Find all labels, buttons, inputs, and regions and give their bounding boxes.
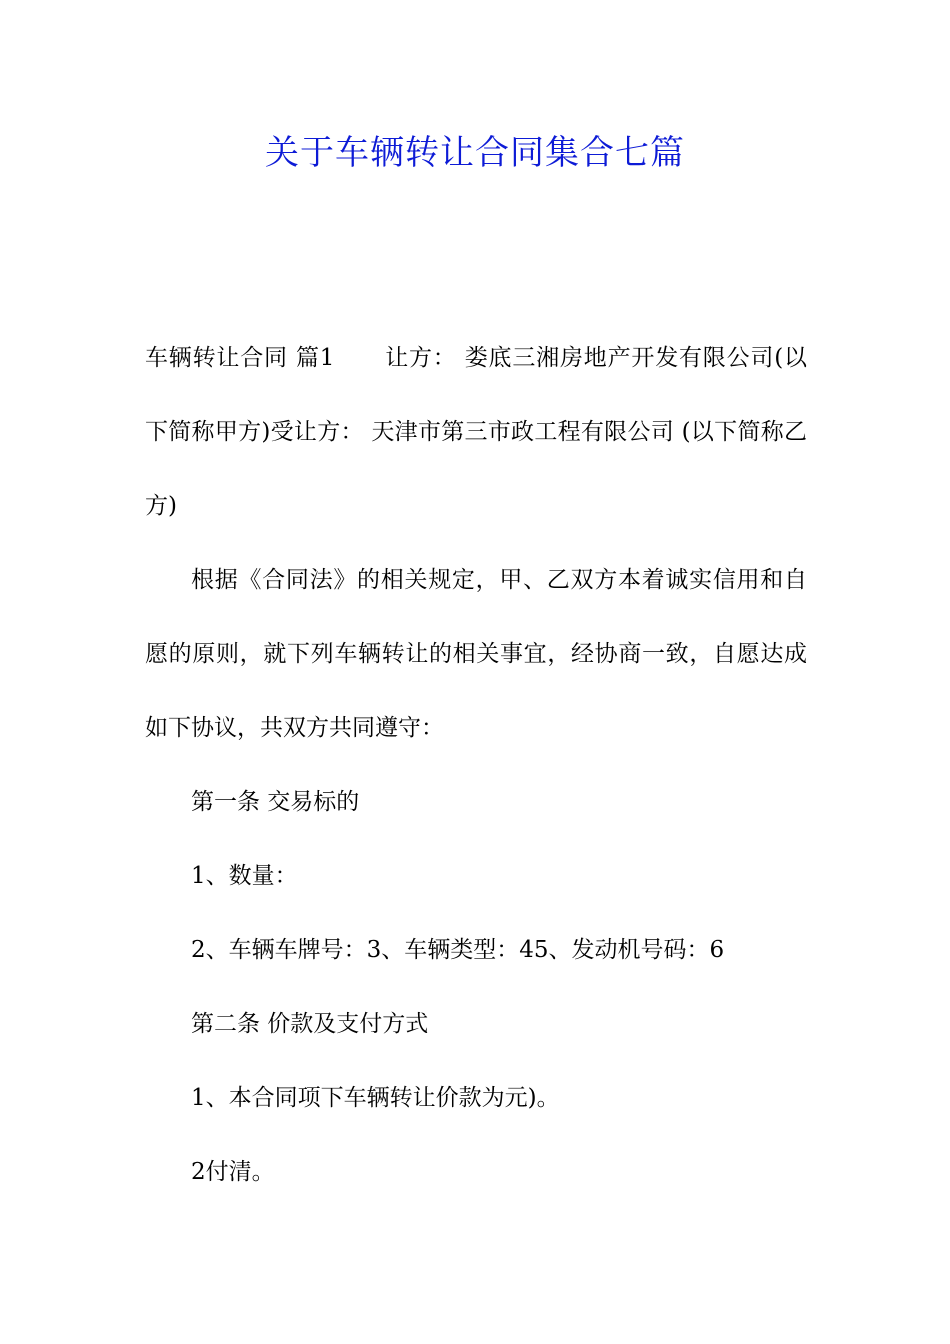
contract-heading: 车辆转让合同 篇1 (145, 345, 335, 371)
article-1-item-2: 2、车辆车牌号：3、车辆类型：45、发动机号码：6 (191, 937, 725, 963)
intro-paragraph (145, 321, 807, 543)
article-2-item-1: 1、本合同项下车辆转让价款为元)。 (191, 1085, 560, 1111)
article-1-heading: 第一条 交易标的 (191, 789, 360, 815)
transferor-label: 让方： (384, 345, 457, 371)
article-2-heading: 第二条 价款及支付方式 (191, 1011, 429, 1037)
transferor-note: (以下简称甲方) (145, 345, 808, 445)
transferor-name: 娄底三湘房地产开发有限公司 (464, 345, 775, 371)
document-title: 关于车辆转让合同集合七篇 (265, 133, 685, 173)
article-1-item-1: 1、数量： (191, 863, 298, 889)
paragraph-basis: 根据《合同法》的相关规定，甲、乙双方本着诚实信用和自愿的原则，就下列车辆转让的相关事宜，经协商一致，自愿达成如下协议，共双方共同遵守： (145, 567, 807, 741)
article-2-item-2: 2付清。 (191, 1159, 275, 1185)
transferee-note: (以下简称乙方) (145, 419, 807, 519)
transferee-name: 天津市第三市政工程有限公司 (371, 419, 675, 445)
transferee-label: 受让方： (270, 419, 364, 445)
